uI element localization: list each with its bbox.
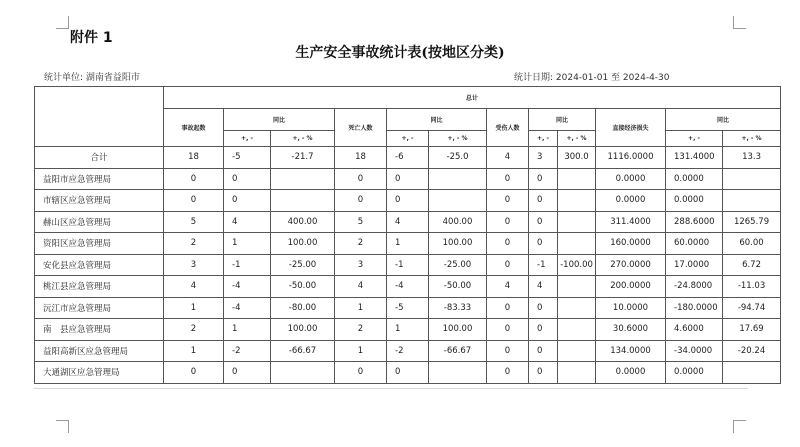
- cell-death-pm: 1: [387, 319, 429, 341]
- total-row: [35, 147, 781, 169]
- cell-loss-pm: 288.6000: [666, 211, 723, 233]
- cell-loss-pct: [723, 362, 781, 384]
- cell-loss: 0.0000: [596, 362, 666, 384]
- page-bottom-rule: [34, 388, 748, 389]
- region-header-blank: [35, 87, 164, 147]
- injured-count-header: 受伤人数: [487, 109, 529, 147]
- cell-acc-pct: 100.00: [271, 319, 335, 341]
- death-yoy-header: 同比: [387, 109, 487, 131]
- cell-death: 0: [335, 190, 387, 212]
- cell-death-pm: -1: [387, 254, 429, 276]
- cell-inj: 4: [487, 147, 529, 169]
- cell-death: 2: [335, 233, 387, 255]
- cell-loss-pm: 0.0000: [666, 362, 723, 384]
- region-name-cell: 赫山区应急管理局: [35, 211, 164, 233]
- cell-death-pm: -6: [387, 147, 429, 169]
- cell-acc: 2: [164, 319, 224, 341]
- table-row: [35, 340, 781, 362]
- table-row: [35, 190, 781, 212]
- cell-inj-pct: [558, 276, 596, 298]
- cell-acc-pct: -50.00: [271, 276, 335, 298]
- cell-acc: 1: [164, 340, 224, 362]
- cell-loss-pct: [723, 168, 781, 190]
- cell-death: 5: [335, 211, 387, 233]
- table-row: [35, 168, 781, 190]
- cell-death-pm: -4: [387, 276, 429, 298]
- cell-acc: 5: [164, 211, 224, 233]
- cell-acc-pm: 0: [224, 362, 271, 384]
- cell-inj-pm: 0: [529, 340, 558, 362]
- cell-acc: 0: [164, 190, 224, 212]
- cell-acc: 0: [164, 362, 224, 384]
- cell-loss-pm: -34.0000: [666, 340, 723, 362]
- cell-loss-pct: -94.74: [723, 297, 781, 319]
- document-title: 生产安全事故统计表(按地区分类): [295, 45, 505, 61]
- cell-loss-pct: -11.03: [723, 276, 781, 298]
- cell-inj-pct: [558, 168, 596, 190]
- region-name-cell: 益阳高新区应急管理局: [35, 340, 164, 362]
- cell-inj: 0: [487, 297, 529, 319]
- cell-death-pm: 1: [387, 233, 429, 255]
- cell-acc-pct: 400.00: [271, 211, 335, 233]
- total-header: 总计: [164, 87, 781, 109]
- cell-loss-pct: 6.72: [723, 254, 781, 276]
- cell-inj-pm: 0: [529, 297, 558, 319]
- region-name-cell: 桃江县应急管理局: [35, 276, 164, 298]
- table-row: [35, 254, 781, 276]
- statistics-date: 统计日期: 2024-01-01 至 2024-4-30: [514, 73, 670, 83]
- cell-death: 0: [335, 362, 387, 384]
- cell-loss-pm: 0.0000: [666, 190, 723, 212]
- pm-header: +, -: [666, 131, 723, 147]
- cell-loss-pct: 17.69: [723, 319, 781, 341]
- cell-inj-pm: 0: [529, 319, 558, 341]
- cell-death-pm: -5: [387, 297, 429, 319]
- cell-inj-pct: [558, 297, 596, 319]
- cell-loss: 0.0000: [596, 190, 666, 212]
- cell-loss: 10.0000: [596, 297, 666, 319]
- pm-pct-header: +, - %: [558, 131, 596, 147]
- page-corner-mark: [56, 16, 69, 29]
- cell-loss: 0.0000: [596, 168, 666, 190]
- table-row: [35, 297, 781, 319]
- cell-loss: 30.6000: [596, 319, 666, 341]
- cell-death-pct: 100.00: [429, 319, 487, 341]
- cell-inj-pct: 300.0: [558, 147, 596, 169]
- cell-acc: 1: [164, 297, 224, 319]
- cell-death-pm: 0: [387, 168, 429, 190]
- region-name-cell: 南 县应急管理局: [35, 319, 164, 341]
- attachment-label: 附件 1: [70, 30, 113, 46]
- region-name-cell: 安化县应急管理局: [35, 254, 164, 276]
- accident-statistics-table: [34, 86, 781, 384]
- cell-loss: 134.0000: [596, 340, 666, 362]
- cell-acc-pm: 1: [224, 233, 271, 255]
- cell-inj: 0: [487, 233, 529, 255]
- cell-acc: 3: [164, 254, 224, 276]
- region-name-cell: 市辖区应急管理局: [35, 190, 164, 212]
- cell-inj-pct: -100.00: [558, 254, 596, 276]
- pm-pct-header: +, - %: [723, 131, 781, 147]
- cell-loss-pm: -24.8000: [666, 276, 723, 298]
- cell-loss: 160.0000: [596, 233, 666, 255]
- pm-header: +, -: [224, 131, 271, 147]
- cell-inj-pct: [558, 190, 596, 212]
- cell-death-pct: -25.00: [429, 254, 487, 276]
- cell-loss-pm: 17.0000: [666, 254, 723, 276]
- cell-acc-pm: -1: [224, 254, 271, 276]
- cell-acc-pm: -4: [224, 276, 271, 298]
- cell-inj: 0: [487, 211, 529, 233]
- pm-pct-header: +, - %: [271, 131, 335, 147]
- cell-death-pm: 0: [387, 362, 429, 384]
- cell-acc: 2: [164, 233, 224, 255]
- region-name-cell: 益阳市应急管理局: [35, 168, 164, 190]
- cell-death: 18: [335, 147, 387, 169]
- death-count-header: 死亡人数: [335, 109, 387, 147]
- cell-death-pm: -2: [387, 340, 429, 362]
- cell-inj: 4: [487, 276, 529, 298]
- table-row: [35, 276, 781, 298]
- cell-inj-pct: [558, 233, 596, 255]
- cell-death-pct: -83.33: [429, 297, 487, 319]
- cell-acc-pct: -66.67: [271, 340, 335, 362]
- cell-inj: 0: [487, 319, 529, 341]
- region-name-cell: 合计: [35, 147, 164, 169]
- cell-loss-pct: [723, 190, 781, 212]
- cell-death-pm: 0: [387, 190, 429, 212]
- cell-inj-pct: [558, 362, 596, 384]
- cell-acc: 18: [164, 147, 224, 169]
- cell-loss-pm: 4.6000: [666, 319, 723, 341]
- cell-loss-pct: -20.24: [723, 340, 781, 362]
- cell-loss: 311.4000: [596, 211, 666, 233]
- cell-acc-pct: 100.00: [271, 233, 335, 255]
- loss-yoy-header: 同比: [666, 109, 781, 131]
- cell-loss-pm: 0.0000: [666, 168, 723, 190]
- cell-loss-pct: 1265.79: [723, 211, 781, 233]
- cell-death-pm: 4: [387, 211, 429, 233]
- cell-inj: 0: [487, 168, 529, 190]
- cell-death: 2: [335, 319, 387, 341]
- region-name-cell: 资阳区应急管理局: [35, 233, 164, 255]
- cell-inj-pm: 0: [529, 211, 558, 233]
- page-corner-mark: [733, 16, 746, 29]
- accident-yoy-header: 同比: [224, 109, 335, 131]
- cell-inj-pct: [558, 340, 596, 362]
- cell-acc-pm: 0: [224, 190, 271, 212]
- cell-acc-pm: 4: [224, 211, 271, 233]
- cell-acc-pm: 0: [224, 168, 271, 190]
- cell-death-pct: -25.0: [429, 147, 487, 169]
- cell-death-pct: [429, 362, 487, 384]
- cell-loss: 200.0000: [596, 276, 666, 298]
- cell-death-pct: 100.00: [429, 233, 487, 255]
- cell-death-pct: 400.00: [429, 211, 487, 233]
- cell-inj-pm: 0: [529, 362, 558, 384]
- cell-acc-pm: -5: [224, 147, 271, 169]
- cell-death: 0: [335, 168, 387, 190]
- cell-death-pct: [429, 168, 487, 190]
- cell-death: 3: [335, 254, 387, 276]
- cell-inj: 0: [487, 190, 529, 212]
- cell-acc-pct: [271, 190, 335, 212]
- cell-inj-pm: 0: [529, 168, 558, 190]
- table-row: [35, 233, 781, 255]
- statistics-unit: 统计单位: 湖南省益阳市: [44, 73, 140, 83]
- page-corner-mark: [56, 420, 69, 433]
- cell-death: 4: [335, 276, 387, 298]
- region-name-cell: 大通湖区应急管理局: [35, 362, 164, 384]
- cell-acc-pct: [271, 168, 335, 190]
- cell-inj-pm: 0: [529, 190, 558, 212]
- table-row: [35, 362, 781, 384]
- cell-loss-pct: 60.00: [723, 233, 781, 255]
- cell-inj: 0: [487, 254, 529, 276]
- cell-death-pct: -66.67: [429, 340, 487, 362]
- cell-death: 1: [335, 297, 387, 319]
- cell-acc-pm: -4: [224, 297, 271, 319]
- cell-inj: 0: [487, 340, 529, 362]
- cell-acc-pm: 1: [224, 319, 271, 341]
- cell-acc-pct: -80.00: [271, 297, 335, 319]
- pm-header: +, -: [387, 131, 429, 147]
- pm-pct-header: +, - %: [429, 131, 487, 147]
- table-row: [35, 319, 781, 341]
- cell-death-pct: -50.00: [429, 276, 487, 298]
- cell-inj-pm: 4: [529, 276, 558, 298]
- cell-acc: 4: [164, 276, 224, 298]
- region-name-cell: 沅江市应急管理局: [35, 297, 164, 319]
- page-corner-mark: [733, 420, 746, 433]
- economic-loss-header: 直接经济损失: [596, 109, 666, 147]
- cell-acc-pct: -21.7: [271, 147, 335, 169]
- cell-loss: 270.0000: [596, 254, 666, 276]
- cell-acc: 0: [164, 168, 224, 190]
- cell-death-pct: [429, 190, 487, 212]
- cell-inj: 0: [487, 362, 529, 384]
- accident-count-header: 事故起数: [164, 109, 224, 147]
- cell-inj-pm: -1: [529, 254, 558, 276]
- cell-inj-pm: 3: [529, 147, 558, 169]
- cell-loss-pm: 60.0000: [666, 233, 723, 255]
- cell-death: 1: [335, 340, 387, 362]
- cell-inj-pm: 0: [529, 233, 558, 255]
- cell-loss-pct: 13.3: [723, 147, 781, 169]
- cell-acc-pm: -2: [224, 340, 271, 362]
- cell-loss-pm: -180.0000: [666, 297, 723, 319]
- cell-acc-pct: -25.00: [271, 254, 335, 276]
- pm-header: +, -: [529, 131, 558, 147]
- cell-inj-pct: [558, 211, 596, 233]
- injured-yoy-header: 同比: [529, 109, 596, 131]
- cell-inj-pct: [558, 319, 596, 341]
- cell-loss-pm: 131.4000: [666, 147, 723, 169]
- cell-acc-pct: [271, 362, 335, 384]
- table-row: [35, 211, 781, 233]
- cell-loss: 1116.0000: [596, 147, 666, 169]
